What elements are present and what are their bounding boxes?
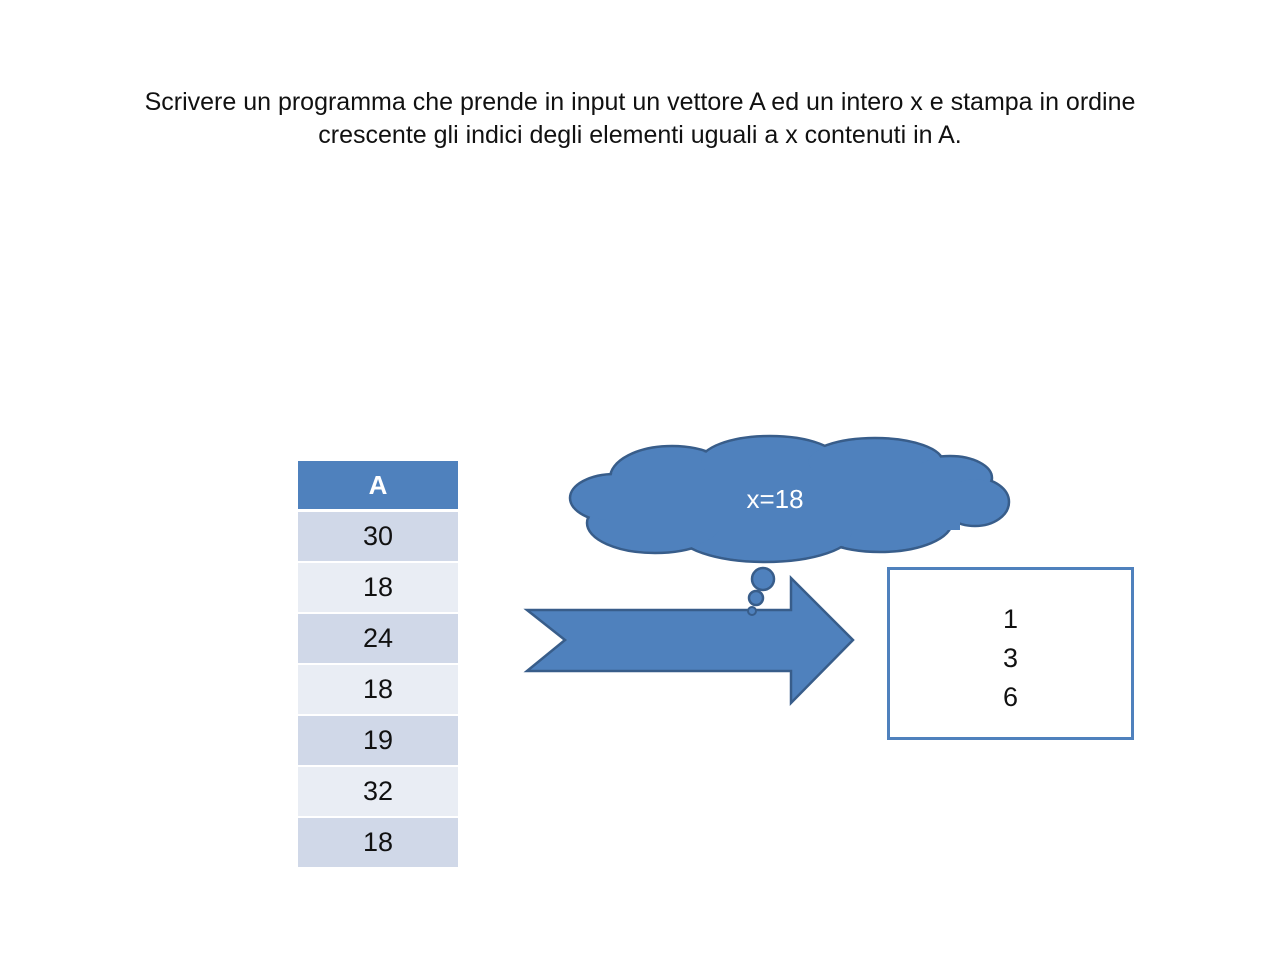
array-cell: 18: [298, 818, 458, 867]
thought-bubble-small: [748, 607, 756, 615]
array-cell: 19: [298, 716, 458, 765]
result-item: 3: [1002, 643, 1019, 673]
title-line-1: Scrivere un programma che prende in input un vettore A ed un intero x e stampa in ordine: [144, 88, 1136, 116]
result-item: 6: [1002, 682, 1019, 712]
array-cell: 18: [298, 665, 458, 714]
cloud-label: x=18: [746, 484, 804, 514]
process-arrow: [527, 578, 853, 703]
thought-bubble-medium: [749, 591, 763, 605]
array-cell: 30: [298, 512, 458, 561]
array-cell: 24: [298, 614, 458, 663]
array-header: A: [298, 461, 458, 509]
title-line-2: crescente gli indici degli elementi uguali a x contenuti in A.: [318, 121, 962, 149]
result-item: 1: [1002, 604, 1019, 634]
thought-bubble-large: [752, 568, 774, 590]
result-box: [887, 567, 1134, 740]
array-cell: 18: [298, 563, 458, 612]
result-list: [890, 600, 1131, 717]
array-cell: 32: [298, 767, 458, 816]
